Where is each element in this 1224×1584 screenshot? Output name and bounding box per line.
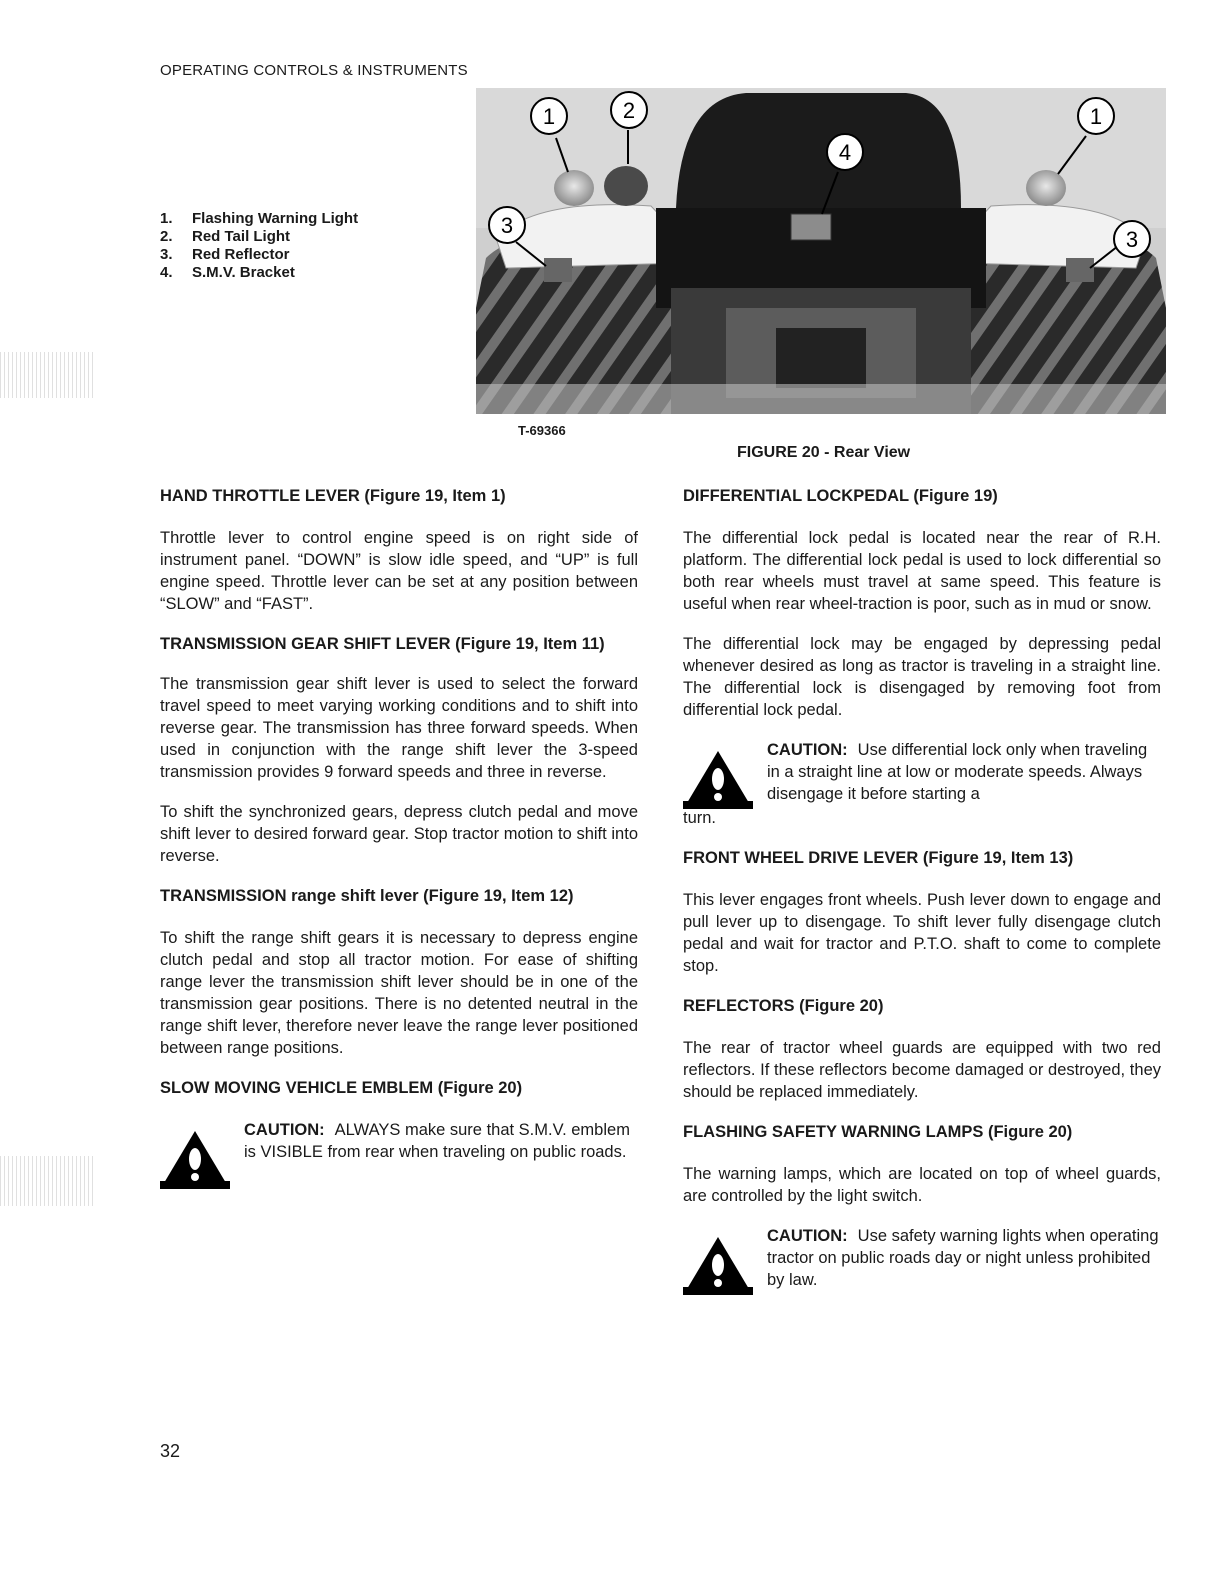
caution-text: Use safety warning lights when operating tractor on public roads day or night unless prohibited by law. xyxy=(767,1227,1159,1289)
caution-label: CAUTION: xyxy=(767,1227,848,1245)
section-heading: TRANSMISSION range shift lever (Figure 19, Item 12) xyxy=(160,887,574,905)
paragraph: This lever engages front wheels. Push lever down to engage and pull lever up to disengage. To shift lever fully disengage clutch pedal and wait for tractor and P.T.O. shaft to come to complete stop. xyxy=(683,891,1161,975)
paragraph: The differential lock may be engaged by depressing pedal whenever desired as long as tractor is traveling in a straight line. The differential lock is disengaged by removing foot from differential lock pedal. xyxy=(683,635,1161,719)
caution-block xyxy=(160,1119,638,1189)
svg-text:4: 4 xyxy=(838,140,852,165)
legend-item: 2. Red Tail Light xyxy=(160,228,291,245)
paragraph: The warning lamps, which are located on top of wheel guards, are controlled by the light switch. xyxy=(683,1165,1161,1205)
paragraph: The differential lock pedal is located near the rear of R.H. platform. The differential lock pedal is used to lock differential so both rear wheels must travel at same speed. This feature is useful when rear wheel-traction is poor, such as in mud or snow. xyxy=(683,529,1161,613)
legend-item: 1. Flashing Warning Light xyxy=(160,210,359,227)
section-heading: SLOW MOVING VEHICLE EMBLEM (Figure 20) xyxy=(160,1079,523,1097)
right-column xyxy=(683,485,1161,1313)
svg-text:3: 3 xyxy=(500,213,514,238)
warning-icon xyxy=(683,1235,753,1295)
page-header: OPERATING CONTROLS & INSTRUMENTS xyxy=(160,62,468,79)
paragraph: To shift the range shift gears it is necessary to depress engine clutch pedal and stop all tractor motion. For ease of shifting range lever the transmission shift lever should be in one of the transmission gear positions. There is no detented neutral in the range shift lever, therefore never leave the range lever positioned between range positions. xyxy=(160,929,638,1057)
caution-label: CAUTION: xyxy=(244,1121,325,1139)
figure-legend xyxy=(160,210,358,282)
figure-caption: FIGURE 20 - Rear View xyxy=(737,444,911,461)
section-heading: DIFFERENTIAL LOCKPEDAL (Figure 19) xyxy=(683,487,998,505)
warning-icon xyxy=(160,1129,230,1189)
warning-icon xyxy=(683,749,753,809)
tractor-rear-photo xyxy=(476,88,1166,414)
svg-text:3: 3 xyxy=(1125,227,1139,252)
section-heading: FRONT WHEEL DRIVE LEVER (Figure 19, Item 13) xyxy=(683,849,1074,867)
section-heading: TRANSMISSION GEAR SHIFT LEVER (Figure 19, Item 11) xyxy=(160,635,605,653)
caution-block xyxy=(683,1225,1161,1295)
caution-text: ALWAYS make sure that S.M.V. emblem is VISIBLE from rear when traveling on public roads. xyxy=(244,1121,630,1161)
section-heading: FLASHING SAFETY WARNING LAMPS (Figure 20) xyxy=(683,1123,1073,1141)
section-heading: HAND THROTTLE LEVER (Figure 19, Item 1) xyxy=(160,487,506,505)
scan-noise xyxy=(0,352,96,398)
legend-item: 3. Red Reflector xyxy=(160,246,290,263)
svg-text:1: 1 xyxy=(542,104,556,129)
left-column xyxy=(160,485,638,1207)
caution-block xyxy=(683,739,1161,829)
caution-text: Use differential lock only when traveling in a straight line at low or moderate speeds. Always disengage it before starting a xyxy=(767,741,1148,803)
paragraph: To shift the synchronized gears, depress clutch pedal and move shift lever to desired forward gear. Stop tractor motion to shift into reverse. xyxy=(160,803,638,865)
paragraph: The rear of tractor wheel guards are equipped with two red reflectors. If these reflectors become damaged or destroyed, they should be replaced immediately. xyxy=(683,1039,1161,1101)
page-number: 32 xyxy=(160,1441,181,1461)
section-heading: REFLECTORS (Figure 20) xyxy=(683,997,884,1015)
caution-label: CAUTION: xyxy=(767,741,848,759)
caution-trail: turn. xyxy=(683,809,717,827)
photo-number: T-69366 xyxy=(518,423,566,438)
scan-noise xyxy=(0,1156,96,1206)
svg-text:1: 1 xyxy=(1089,104,1103,129)
legend-item: 4. S.M.V. Bracket xyxy=(160,264,295,281)
paragraph: Throttle lever to control engine speed is on right side of instrument panel. “DOWN” is slow idle speed, and “UP” is full engine speed. Throttle lever can be set at any position between “SLOW” and “FAST”. xyxy=(160,529,638,613)
paragraph: The transmission gear shift lever is used to select the forward travel speed to meet varying working conditions and to shift into reverse gear. The transmission has three forward speeds. When used in conjunction with the range shift lever the 3-speed transmission provides 9 forward speeds and three in reverse. xyxy=(160,675,638,781)
svg-text:2: 2 xyxy=(622,98,636,123)
